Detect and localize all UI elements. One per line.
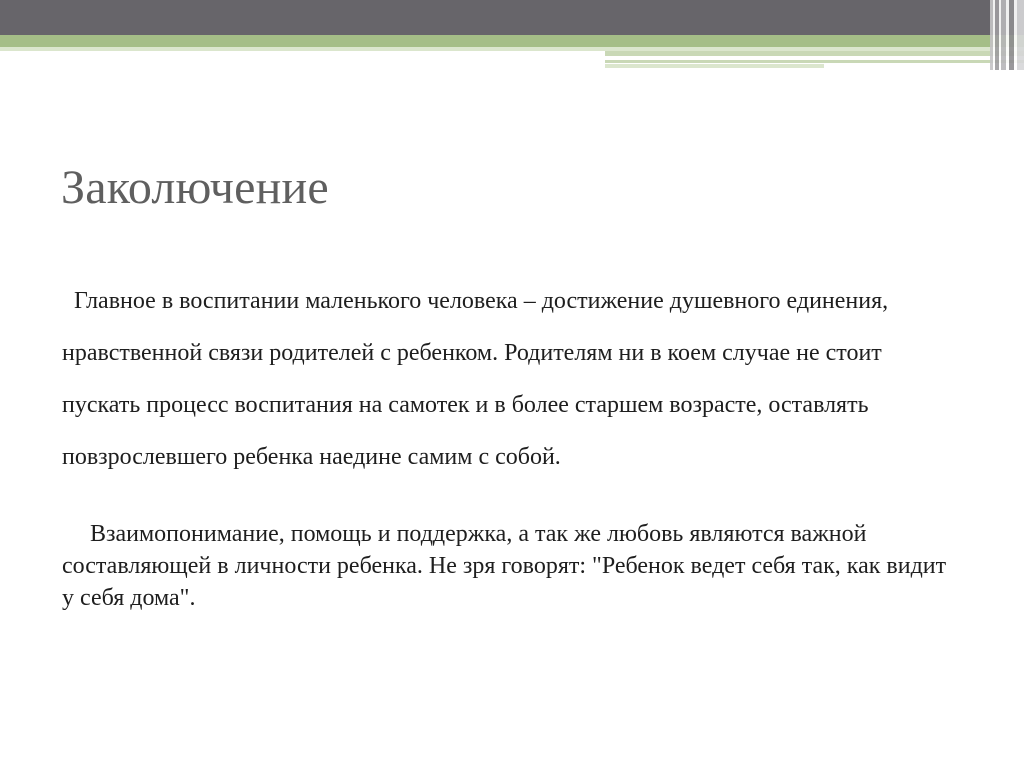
body-paragraph-1 [62, 275, 962, 483]
header-step-bar [605, 56, 950, 59]
body-paragraph-2-text: Взаимопонимание, помощь и поддержка, а так же любовь являются важной составляющей в личности ребенка. Не зря говорят: "Ребенок ведет себя так, как видит у себя дома". [62, 521, 947, 611]
body-paragraph-1-text: Главное в воспитании маленького человека – достижение душевного единения, нравственной связи родителей с ребенком. Родителям ни в коем случае не стоит пускать процесс воспитания на самотек и в более старшем возрасте, оставлять повзрослевшего ребенка наедине самим с собой. [62, 288, 889, 470]
body-paragraph-2 [62, 518, 962, 614]
slide-title: Заколючение [61, 161, 329, 214]
header-step-bar [605, 64, 824, 68]
header-step-bar [605, 60, 1024, 63]
header-dark-bar [0, 0, 1024, 35]
header-green-bar [0, 35, 1024, 47]
header-vertical-stripes [990, 0, 1024, 70]
